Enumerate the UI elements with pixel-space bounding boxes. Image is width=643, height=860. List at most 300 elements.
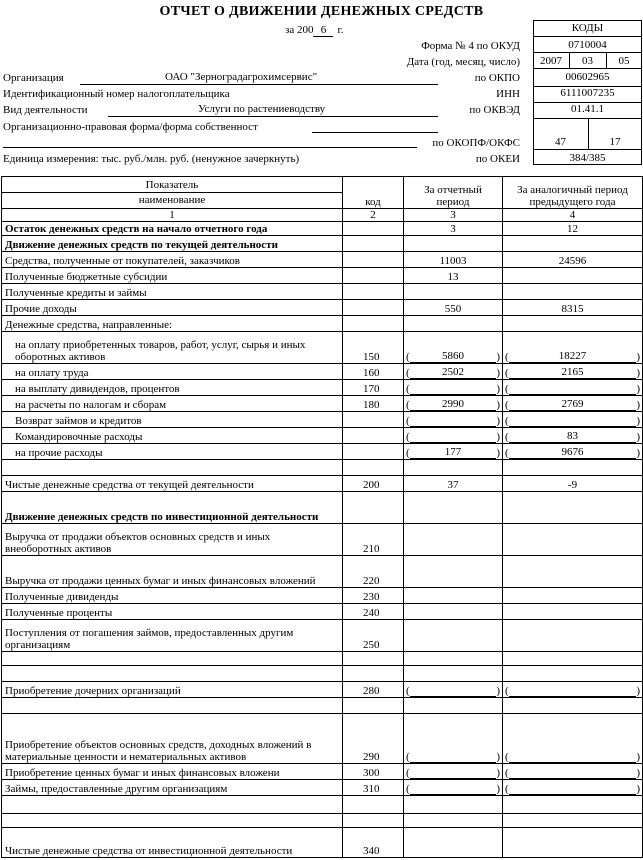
empty-cell	[343, 460, 404, 476]
row-name: Возврат займов и кредитов	[2, 412, 343, 428]
previous-value-wrapper	[505, 430, 640, 443]
row-current-value	[404, 620, 503, 652]
close-paren: )	[496, 431, 500, 443]
empty-cell	[343, 666, 404, 682]
open-paren: (	[505, 415, 509, 427]
open-paren: (	[505, 399, 509, 411]
table-row	[2, 284, 643, 300]
table-row	[2, 444, 643, 460]
row-current-value	[404, 780, 503, 796]
row-name: Выручка от продажи объектов основных средств и иных внеоборотных активов	[2, 524, 343, 556]
row-current-value: 37	[404, 476, 503, 492]
open-paren: (	[505, 351, 509, 363]
table-row	[2, 828, 643, 858]
table-row	[2, 476, 643, 492]
row-name: на прочие расходы	[2, 444, 343, 460]
row-name: Выручка от продажи ценных бумаг и иных финансовых вложений	[2, 556, 343, 588]
previous-value: 2165	[509, 366, 637, 379]
open-paren: (	[406, 783, 410, 795]
table-row	[2, 604, 643, 620]
close-paren: )	[496, 447, 500, 459]
row-previous-value	[503, 444, 643, 460]
row-code: 220	[343, 556, 404, 588]
row-previous-value: 12	[503, 222, 643, 236]
row-current-value	[404, 682, 503, 698]
row-previous-value	[503, 524, 643, 556]
row-previous-value	[503, 828, 643, 858]
table-row	[2, 492, 643, 524]
row-name: на выплату дивидендов, процентов	[2, 380, 343, 396]
okei-label: по ОКЕИ	[475, 153, 520, 165]
current-value: 2990	[410, 398, 497, 411]
open-paren: (	[406, 767, 410, 779]
open-paren: (	[406, 751, 410, 763]
row-code: 280	[343, 682, 404, 698]
close-paren: )	[496, 767, 500, 779]
row-current-value	[404, 444, 503, 460]
empty-cell	[343, 698, 404, 714]
date-month: 03	[582, 55, 593, 67]
empty-cell	[2, 814, 343, 828]
open-paren: (	[406, 415, 410, 427]
close-paren: )	[636, 783, 640, 795]
current-value	[410, 442, 497, 443]
report-title: ОТЧЕТ О ДВИЖЕНИИ ДЕНЕЖНЫХ СРЕДСТВ	[159, 4, 484, 19]
row-code: 340	[343, 828, 404, 858]
inn-row-label: Идентификационный номер налогоплательщика	[3, 88, 230, 100]
previous-value	[509, 778, 637, 779]
row-current-value	[404, 364, 503, 380]
cashflow-table	[1, 176, 643, 858]
row-previous-value: 24596	[503, 252, 643, 268]
row-code: 150	[343, 332, 404, 364]
row-current-value	[404, 524, 503, 556]
row-code	[343, 300, 404, 316]
row-current-value	[404, 714, 503, 764]
row-name: Приобретение объектов основных средств, доходных вложений в материальные ценности и нематериальных активов	[2, 714, 343, 764]
empty-cell	[404, 460, 503, 476]
current-value-wrapper	[406, 415, 500, 427]
table-row	[2, 588, 643, 604]
close-paren: )	[496, 367, 500, 379]
row-code	[343, 252, 404, 268]
row-code	[343, 284, 404, 300]
table-row	[2, 332, 643, 364]
header-indicator: Показатель	[2, 178, 342, 193]
close-paren: )	[496, 383, 500, 395]
org-value: ОАО "Зерноградагрохимсервис"	[165, 71, 318, 83]
col-num-2: 2	[343, 209, 404, 222]
row-previous-value	[503, 316, 643, 332]
open-paren: (	[505, 783, 509, 795]
col-num-4: 4	[503, 209, 643, 222]
row-previous-value	[503, 556, 643, 588]
row-current-value: 3	[404, 222, 503, 236]
open-paren: (	[406, 685, 410, 697]
okved-label: по ОКВЭД	[469, 104, 520, 116]
row-current-value	[404, 236, 503, 252]
row-name: Займы, предоставленные другим организациям	[2, 780, 343, 796]
previous-value-wrapper	[505, 783, 640, 795]
table-row	[2, 524, 643, 556]
row-name: Денежные средства, направленные:	[2, 316, 343, 332]
row-code	[343, 268, 404, 284]
row-name: на расчеты по налогам и сборам	[2, 396, 343, 412]
period-line	[285, 24, 344, 37]
table-row-empty	[2, 652, 643, 666]
table-row	[2, 300, 643, 316]
empty-cell	[2, 796, 343, 814]
table-row	[2, 620, 643, 652]
row-current-value	[404, 284, 503, 300]
codes-divider	[533, 36, 642, 37]
codes-divider	[533, 149, 642, 150]
row-previous-value	[503, 332, 643, 364]
current-value-wrapper	[406, 767, 500, 779]
table-row-empty	[2, 698, 643, 714]
previous-value-wrapper	[505, 398, 640, 411]
row-current-value	[404, 604, 503, 620]
okpo-code: 00602965	[565, 71, 610, 83]
row-previous-value	[503, 682, 643, 698]
current-value: 177	[410, 446, 497, 459]
date-day: 05	[618, 55, 630, 67]
table-row	[2, 764, 643, 780]
row-name: Остаток денежных средств на начало отчетного года	[2, 222, 343, 236]
close-paren: )	[496, 351, 500, 363]
open-paren: (	[505, 685, 509, 697]
row-current-value	[404, 588, 503, 604]
row-name: Движение денежных средств по текущей деятельности	[2, 236, 343, 252]
row-previous-value	[503, 428, 643, 444]
row-previous-value	[503, 604, 643, 620]
codes-divider	[533, 52, 642, 53]
legal-form-underline	[312, 132, 438, 133]
row-name: на оплату труда	[2, 364, 343, 380]
okei-code: 384/385	[569, 152, 606, 164]
table-row	[2, 556, 643, 588]
period-suffix: г.	[337, 24, 344, 36]
row-previous-value	[503, 412, 643, 428]
previous-value-wrapper	[505, 751, 640, 763]
empty-cell	[2, 652, 343, 666]
row-current-value: 11003	[404, 252, 503, 268]
table-row-empty	[2, 814, 643, 828]
row-current-value	[404, 380, 503, 396]
row-current-value	[404, 396, 503, 412]
close-paren: )	[636, 415, 640, 427]
table-row	[2, 682, 643, 698]
header-code: код	[343, 177, 404, 209]
column-number-row	[2, 209, 643, 222]
close-paren: )	[496, 685, 500, 697]
empty-cell	[343, 796, 404, 814]
codes-divider	[533, 68, 642, 69]
form-label: Форма № 4 по ОКУД	[421, 40, 520, 52]
row-code	[343, 316, 404, 332]
row-previous-value	[503, 268, 643, 284]
empty-cell	[343, 652, 404, 666]
empty-cell	[503, 698, 643, 714]
table-body	[2, 222, 643, 858]
table-row-empty	[2, 796, 643, 814]
row-code: 310	[343, 780, 404, 796]
row-name: Полученные дивиденды	[2, 588, 343, 604]
row-previous-value	[503, 588, 643, 604]
previous-value-wrapper	[505, 383, 640, 395]
current-value-wrapper	[406, 350, 500, 363]
table-row	[2, 364, 643, 380]
table-row	[2, 222, 643, 236]
row-previous-value	[503, 764, 643, 780]
row-name: на оплату приобретенных товаров, работ, услуг, сырья и иных оборотных активов	[2, 332, 343, 364]
previous-value: 2769	[509, 398, 637, 411]
open-paren: (	[406, 383, 410, 395]
current-value-wrapper	[406, 431, 500, 443]
row-current-value	[404, 332, 503, 364]
row-current-value	[404, 412, 503, 428]
previous-value-wrapper	[505, 767, 640, 779]
okopf-code: 47	[555, 136, 566, 148]
row-name: Средства, полученные от покупателей, заказчиков	[2, 252, 343, 268]
previous-value: 9676	[509, 446, 637, 459]
empty-cell	[343, 814, 404, 828]
close-paren: )	[496, 751, 500, 763]
col-num-1: 1	[2, 209, 343, 222]
period-prefix: за 200	[285, 24, 314, 36]
row-name: Приобретение ценных бумаг и иных финансовых вложени	[2, 764, 343, 780]
empty-cell	[404, 666, 503, 682]
previous-value-wrapper	[505, 685, 640, 697]
okfs-code: 17	[609, 136, 621, 148]
previous-value: 18227	[509, 350, 637, 363]
row-code	[343, 236, 404, 252]
empty-cell	[404, 698, 503, 714]
row-previous-value	[503, 380, 643, 396]
previous-value-wrapper	[505, 350, 640, 363]
current-value	[410, 778, 497, 779]
table-row	[2, 268, 643, 284]
current-value: 2502	[410, 366, 497, 379]
org-label: Организация	[3, 72, 64, 84]
close-paren: )	[636, 383, 640, 395]
open-paren: (	[505, 767, 509, 779]
inn-code: 6111007235	[560, 87, 615, 99]
row-name: Чистые денежные средства от инвестиционной деятельности	[2, 828, 343, 858]
table-row	[2, 316, 643, 332]
empty-cell	[404, 814, 503, 828]
row-previous-value	[503, 714, 643, 764]
okpo-label: по ОКПО	[474, 72, 520, 84]
row-code: 250	[343, 620, 404, 652]
empty-cell	[2, 698, 343, 714]
org-underline	[80, 84, 438, 85]
header-name: наименование	[138, 194, 206, 206]
open-paren: (	[406, 431, 410, 443]
close-paren: )	[636, 767, 640, 779]
form-code: 0710004	[568, 39, 607, 51]
row-previous-value	[503, 284, 643, 300]
empty-cell	[503, 796, 643, 814]
row-name: Командировочные расходы	[2, 428, 343, 444]
open-paren: (	[505, 751, 509, 763]
close-paren: )	[496, 783, 500, 795]
close-paren: )	[636, 751, 640, 763]
row-previous-value: 8315	[503, 300, 643, 316]
row-code: 230	[343, 588, 404, 604]
previous-value: 83	[509, 430, 637, 443]
previous-value	[509, 426, 637, 427]
row-previous-value	[503, 364, 643, 380]
row-name: Поступления от погашения займов, предоставленных другим организациям	[2, 620, 343, 652]
row-name: Полученные проценты	[2, 604, 343, 620]
inn-label: ИНН	[496, 88, 520, 100]
okopf-label: по ОКОПФ/ОКФС	[432, 137, 520, 149]
row-name: Приобретение дочерних организаций	[2, 682, 343, 698]
previous-value	[509, 762, 637, 763]
row-code: 240	[343, 604, 404, 620]
row-code: 300	[343, 764, 404, 780]
row-code: 290	[343, 714, 404, 764]
open-paren: (	[505, 447, 509, 459]
open-paren: (	[406, 367, 410, 379]
row-name: Полученные бюджетные субсидии	[2, 268, 343, 284]
previous-value-wrapper	[505, 446, 640, 459]
table-header-row	[2, 177, 643, 209]
current-value-wrapper	[406, 446, 500, 459]
row-code: 200	[343, 476, 404, 492]
current-value-wrapper	[406, 398, 500, 411]
header-indicator-cell	[2, 177, 343, 209]
table-row	[2, 396, 643, 412]
current-value	[410, 762, 497, 763]
row-name: Чистые денежные средства от текущей деятельности	[2, 476, 343, 492]
row-code	[343, 412, 404, 428]
row-current-value	[404, 428, 503, 444]
row-name: Движение денежных средств по инвестиционной деятельности	[2, 492, 343, 524]
table-row	[2, 412, 643, 428]
row-previous-value: -9	[503, 476, 643, 492]
empty-cell	[503, 652, 643, 666]
header-previous: За аналогичный период предыдущего года	[503, 177, 643, 209]
row-code	[343, 444, 404, 460]
table-row	[2, 780, 643, 796]
row-code	[343, 428, 404, 444]
current-value	[410, 394, 497, 395]
date-label: Дата (год, месяц, число)	[406, 56, 520, 68]
close-paren: )	[636, 367, 640, 379]
open-paren: (	[406, 447, 410, 459]
current-value	[410, 696, 497, 697]
unit-label: Единица измерения: тыс. руб./млн. руб. (ненужное зачеркнуть)	[3, 153, 300, 165]
row-name: Прочие доходы	[2, 300, 343, 316]
close-paren: )	[636, 447, 640, 459]
empty-cell	[503, 460, 643, 476]
table-row	[2, 236, 643, 252]
table-row	[2, 380, 643, 396]
row-code: 180	[343, 396, 404, 412]
activity-underline	[108, 116, 438, 117]
row-current-value	[404, 764, 503, 780]
row-name: Полученные кредиты и займы	[2, 284, 343, 300]
current-value-wrapper	[406, 783, 500, 795]
open-paren: (	[406, 399, 410, 411]
col-num-3: 3	[404, 209, 503, 222]
current-value-wrapper	[406, 383, 500, 395]
row-previous-value	[503, 492, 643, 524]
close-paren: )	[636, 399, 640, 411]
previous-value	[509, 394, 637, 395]
row-code: 160	[343, 364, 404, 380]
activity-value: Услуги по растениеводству	[198, 103, 326, 115]
table-row	[2, 428, 643, 444]
row-code: 210	[343, 524, 404, 556]
open-paren: (	[505, 367, 509, 379]
date-year: 2007	[540, 55, 562, 67]
close-paren: )	[636, 351, 640, 363]
row-current-value	[404, 316, 503, 332]
row-current-value	[404, 492, 503, 524]
legal-form-underline-2	[3, 147, 417, 148]
row-code	[343, 492, 404, 524]
open-paren: (	[505, 383, 509, 395]
empty-cell	[2, 666, 343, 682]
row-code: 170	[343, 380, 404, 396]
empty-cell	[404, 652, 503, 666]
period-year: 6	[313, 24, 333, 37]
header-current: За отчетный период	[404, 177, 503, 209]
close-paren: )	[496, 415, 500, 427]
activity-label: Вид деятельности	[3, 104, 88, 116]
row-previous-value	[503, 780, 643, 796]
row-previous-value	[503, 236, 643, 252]
empty-cell	[404, 796, 503, 814]
current-value	[410, 426, 497, 427]
legal-form-label: Организационно-правовая форма/форма собственност	[3, 121, 258, 133]
row-current-value	[404, 828, 503, 858]
close-paren: )	[496, 399, 500, 411]
row-previous-value	[503, 620, 643, 652]
open-paren: (	[406, 351, 410, 363]
close-paren: )	[636, 685, 640, 697]
row-current-value: 550	[404, 300, 503, 316]
empty-cell	[2, 460, 343, 476]
table-row	[2, 714, 643, 764]
table-row-empty	[2, 460, 643, 476]
row-code	[343, 222, 404, 236]
close-paren: )	[636, 431, 640, 443]
row-current-value	[404, 556, 503, 588]
row-current-value: 13	[404, 268, 503, 284]
empty-cell	[503, 814, 643, 828]
current-value: 5860	[410, 350, 497, 363]
previous-value-wrapper	[505, 366, 640, 379]
codes-title: КОДЫ	[571, 22, 604, 34]
previous-value	[509, 794, 637, 795]
current-value	[410, 794, 497, 795]
current-value-wrapper	[406, 685, 500, 697]
open-paren: (	[505, 431, 509, 443]
current-value-wrapper	[406, 751, 500, 763]
previous-value	[509, 696, 637, 697]
okved-code: 01.41.1	[571, 103, 604, 115]
table-row	[2, 252, 643, 268]
row-previous-value	[503, 396, 643, 412]
table-row-empty	[2, 666, 643, 682]
current-value-wrapper	[406, 366, 500, 379]
empty-cell	[503, 666, 643, 682]
previous-value-wrapper	[505, 415, 640, 427]
